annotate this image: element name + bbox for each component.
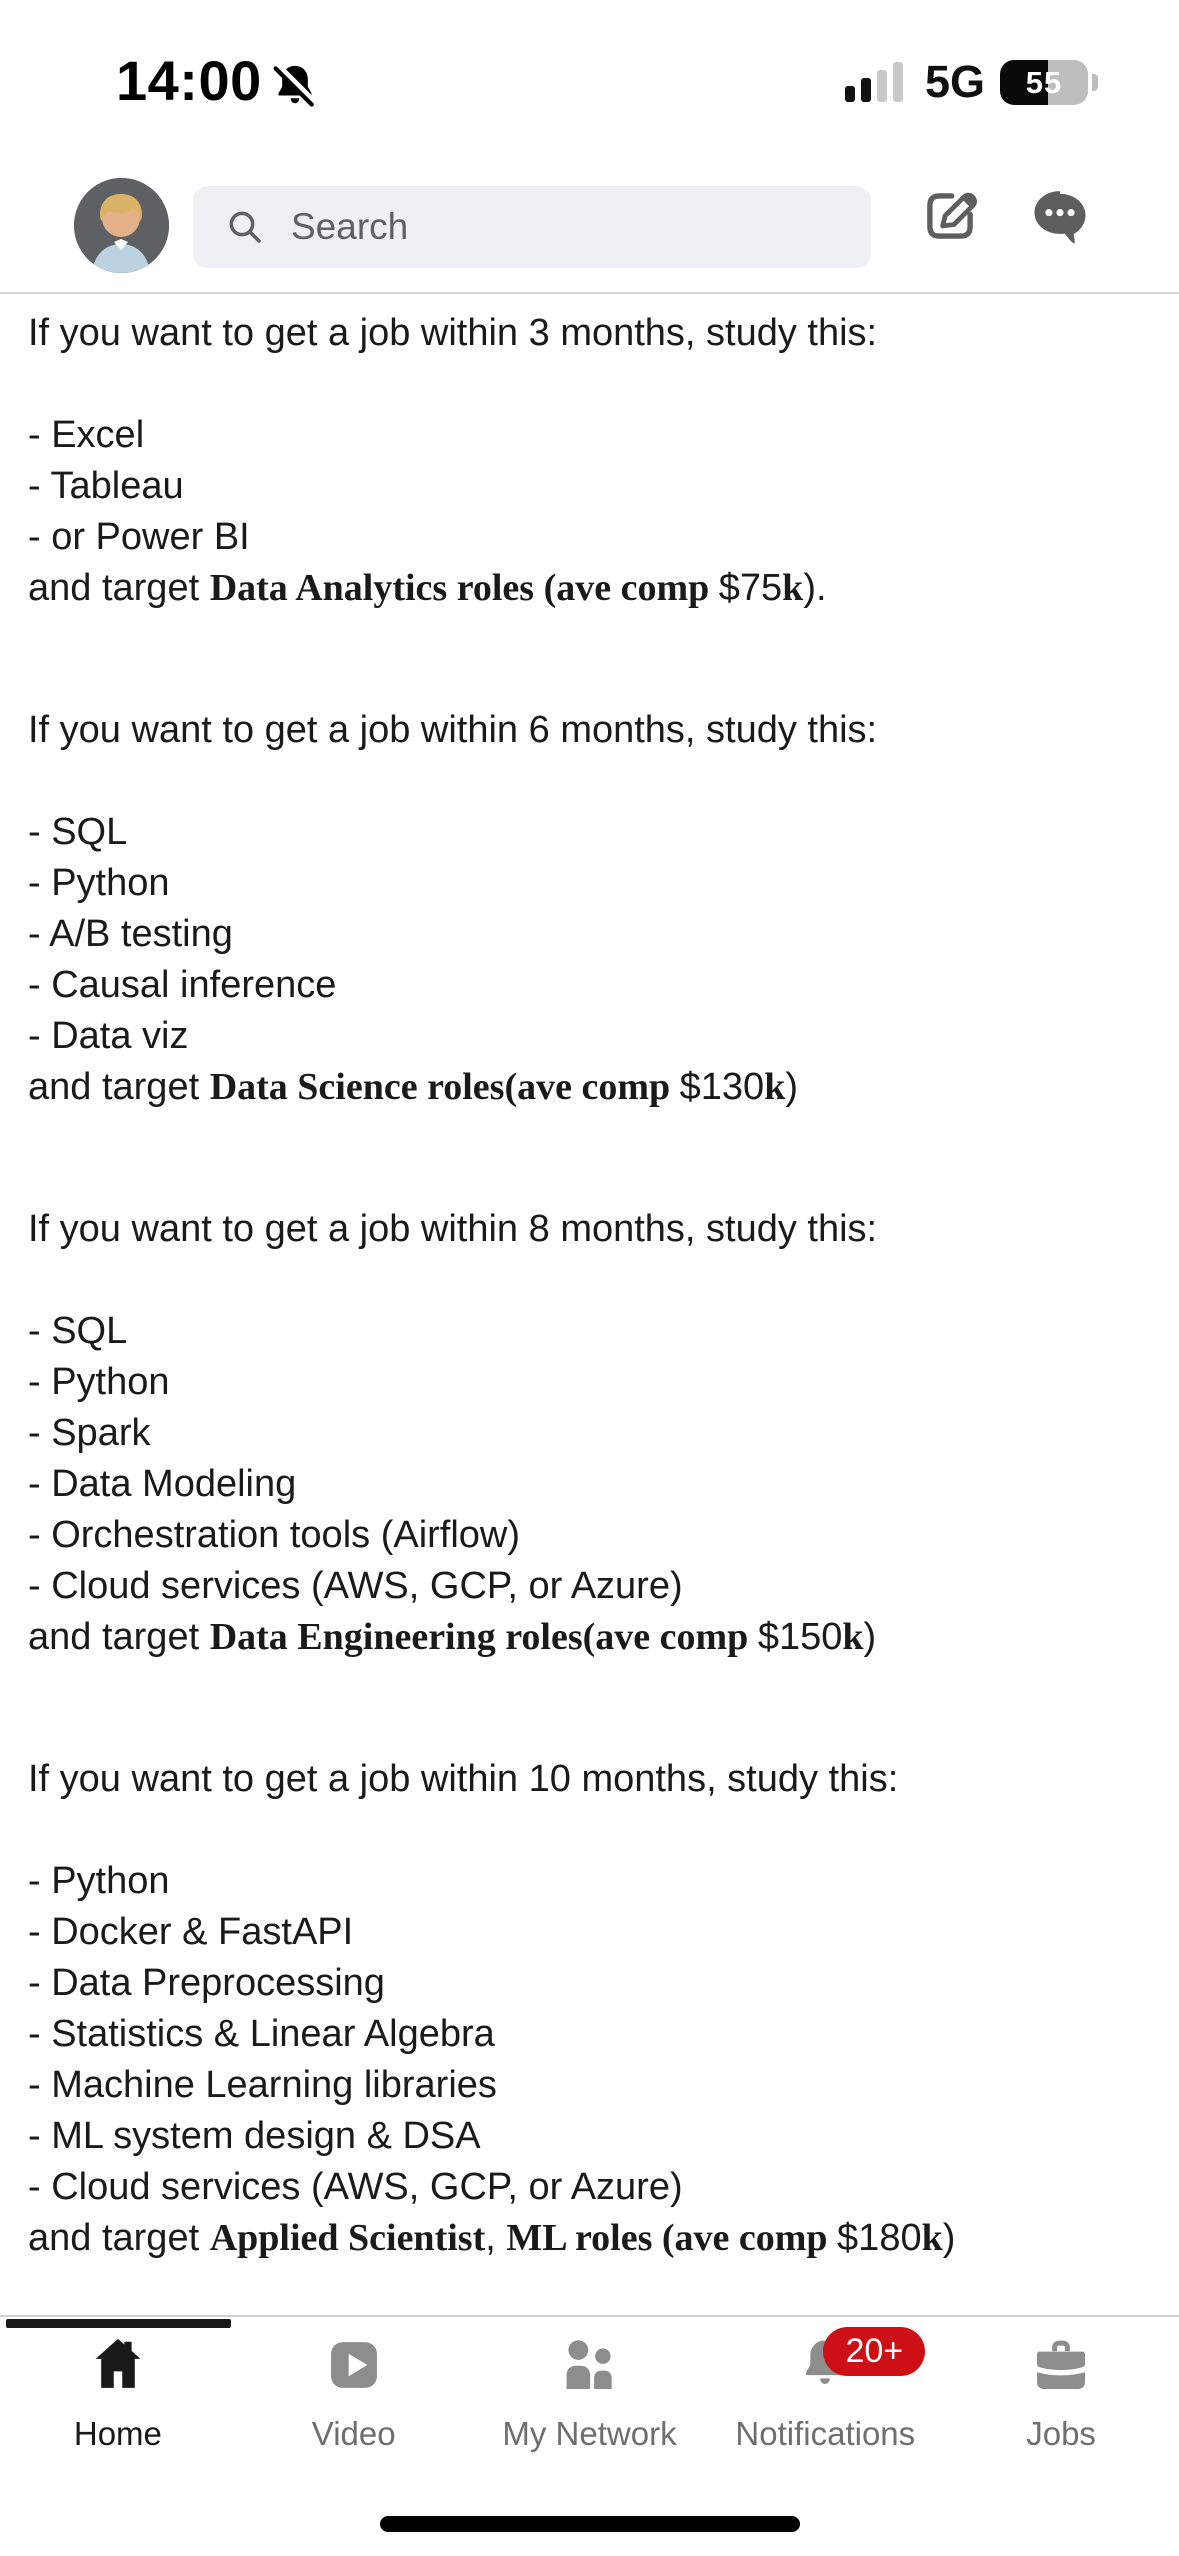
- target-bold-text: ML roles (ave comp: [506, 2217, 838, 2259]
- post-section: [28, 705, 1151, 1113]
- post-heading: If you want to get a job within 10 months, study this:: [28, 1758, 899, 1800]
- search-input[interactable]: [193, 186, 871, 268]
- nav-tab-home[interactable]: [0, 2329, 236, 2453]
- notifications-icon: [793, 2332, 904, 2397]
- post-list: [28, 807, 1151, 1062]
- nav-label: Jobs: [1026, 2415, 1096, 2452]
- battery-icon: [1000, 60, 1088, 105]
- post-list-item: - Causal inference: [28, 964, 337, 1006]
- compose-icon[interactable]: [916, 182, 984, 250]
- battery-percent: 55: [1025, 64, 1063, 100]
- nav-row: [0, 2329, 1179, 2453]
- post-target-line: [28, 2213, 1151, 2264]
- target-regular-text: $150: [757, 1616, 843, 1658]
- active-tab-indicator: [6, 2319, 231, 2328]
- post-list: [28, 410, 1151, 563]
- post-section: [28, 1204, 1151, 1663]
- signal-bar: [877, 70, 887, 102]
- target-regular-text: and target: [28, 2217, 210, 2259]
- app-header: [0, 150, 1179, 293]
- target-regular-text: ).: [803, 567, 827, 609]
- home-indicator[interactable]: [380, 2516, 800, 2532]
- target-bold-text: k: [764, 1066, 786, 1108]
- post-list-item: - ML system design & DSA: [28, 2115, 481, 2157]
- post-list-item: - Tableau: [28, 465, 184, 507]
- target-regular-text: ): [785, 1066, 798, 1108]
- post-list-item: - Orchestration tools (Airflow): [28, 1514, 521, 1556]
- post-list-item: - Cloud services (AWS, GCP, or Azure): [28, 2166, 683, 2208]
- network-type: 5G: [925, 56, 986, 107]
- cellular-signal-icon: [845, 62, 907, 102]
- target-regular-text: and target: [28, 567, 210, 609]
- nav-label: Video: [311, 2415, 396, 2452]
- target-bold-text: Data Engineering roles(ave comp: [209, 1616, 758, 1658]
- target-regular-text: ,: [485, 2217, 507, 2259]
- nav-tab-my-network[interactable]: [472, 2329, 708, 2453]
- target-regular-text: ): [942, 2217, 956, 2259]
- target-bold-text: Applied Scientist: [209, 2217, 486, 2259]
- clock: 14:00: [116, 49, 262, 112]
- post-list-item: - Data Modeling: [28, 1463, 297, 1505]
- post-heading: If you want to get a job within 8 months, study this:: [28, 1208, 878, 1250]
- post-list-item: - Data viz: [28, 1015, 189, 1057]
- nav-tab-jobs[interactable]: [943, 2329, 1179, 2453]
- post-target-line: [28, 1062, 1151, 1113]
- target-bold-text: Data Analytics roles (ave comp: [209, 567, 719, 609]
- post-list-item: - Python: [28, 1860, 170, 1902]
- post-list-item: - Python: [28, 862, 170, 904]
- search-icon: [225, 207, 265, 247]
- post-list-item: - Excel: [28, 414, 145, 456]
- target-regular-text: $180: [837, 2217, 922, 2259]
- post-list-item: - Data Preprocessing: [28, 1962, 385, 2004]
- nav-label: Notifications: [735, 2415, 916, 2452]
- target-regular-text: ): [863, 1616, 877, 1658]
- post-target-line: [28, 563, 1151, 614]
- nav-tab-video[interactable]: [236, 2329, 472, 2453]
- video-icon: [322, 2333, 386, 2397]
- post-list-item: - SQL: [28, 811, 128, 853]
- post-list-item: - Machine Learning libraries: [28, 2064, 497, 2106]
- post-target-line: [28, 1612, 1151, 1663]
- post-list: [28, 1856, 1151, 2213]
- post-heading: If you want to get a job within 6 months, study this:: [28, 709, 878, 751]
- post-list-item: - Cloud services (AWS, GCP, or Azure): [28, 1565, 683, 1607]
- target-bold-text: k: [921, 2217, 943, 2259]
- post-section: [28, 1754, 1151, 2264]
- nav-label: Home: [73, 2415, 162, 2452]
- target-regular-text: $75: [718, 567, 783, 609]
- post-content: [28, 294, 1151, 2355]
- post-heading: If you want to get a job within 3 months, study this:: [28, 312, 878, 354]
- signal-bar: [893, 62, 903, 102]
- target-bold-text: k: [782, 567, 804, 609]
- home-icon: [86, 2333, 150, 2397]
- post-section: [28, 308, 1151, 614]
- nav-divider: [0, 2315, 1179, 2317]
- post-list-item: - Statistics & Linear Algebra: [28, 2013, 495, 2055]
- bell-slash-icon: [268, 60, 322, 114]
- post-list-item: - A/B testing: [28, 913, 233, 955]
- nav-tab-notifications[interactable]: [707, 2329, 943, 2453]
- status-bar: [0, 0, 1179, 150]
- nav-label: My Network: [502, 2415, 677, 2452]
- jobs-icon: [1029, 2333, 1093, 2397]
- target-regular-text: $130: [679, 1066, 765, 1108]
- profile-avatar[interactable]: [74, 178, 169, 273]
- post-list-item: - Python: [28, 1361, 170, 1403]
- target-regular-text: and target: [28, 1066, 210, 1108]
- target-bold-text: Data Science roles(ave comp: [209, 1066, 680, 1108]
- post-list-item: - SQL: [28, 1310, 128, 1352]
- my-network-icon: [557, 2333, 621, 2397]
- target-regular-text: and target: [28, 1616, 210, 1658]
- target-bold-text: k: [842, 1616, 864, 1658]
- signal-bar: [845, 86, 855, 102]
- post-list: [28, 1306, 1151, 1612]
- signal-bar: [861, 78, 871, 102]
- search-placeholder: Search: [291, 206, 409, 247]
- post-list-item: - or Power BI: [28, 516, 250, 558]
- messaging-icon[interactable]: [1026, 182, 1094, 250]
- post-list-item: - Spark: [28, 1412, 151, 1454]
- post-list-item: - Docker & FastAPI: [28, 1911, 354, 1953]
- notification-badge: 20+: [823, 2327, 925, 2376]
- battery-nub: [1092, 74, 1098, 91]
